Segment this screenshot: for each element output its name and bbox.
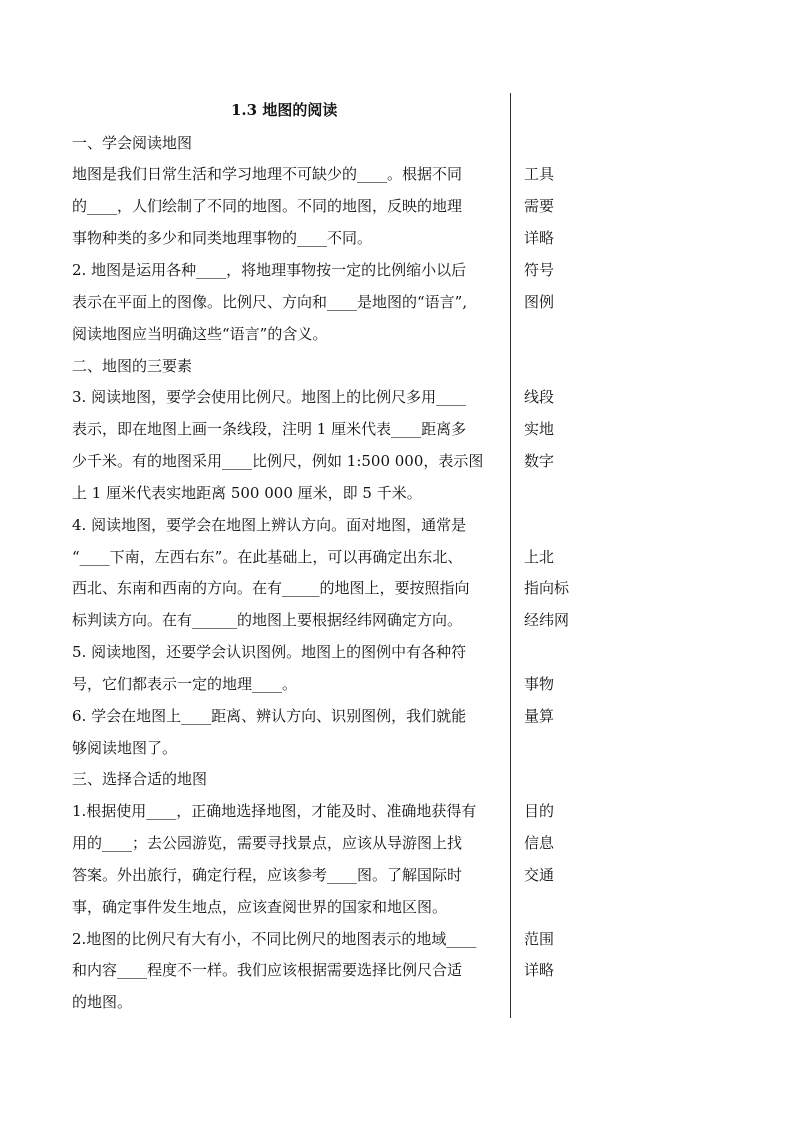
text-line-13: “____下南，左西右东”。在此基础上，可以再确定出东北、 xyxy=(72,548,463,566)
answer-jiaotong: 交通 xyxy=(524,866,555,884)
text-line-8: 3. 阅读地图，要学会使用比例尺。地图上的比例尺多用____ xyxy=(72,388,467,406)
title-row xyxy=(0,99,794,123)
text-line-12: 4. 阅读地图，要学会在地图上辨认方向。面对地图，通常是 xyxy=(72,516,467,534)
text-line-15: 标判读方向。在有______的地图上要根据经纬网确定方向。 xyxy=(72,611,463,629)
text-line-26: 和内容____程度不一样。我们应该根据需要选择比例尺合适 xyxy=(72,961,463,979)
answer-gongju: 工具 xyxy=(524,165,555,183)
text-line-22: 用的____；去公园游览，需要寻找景点，应该从导游图上找 xyxy=(72,834,463,852)
text-line-23: 答案。外出旅行，确定行程，应该参考____图。了解国际时 xyxy=(72,866,463,884)
answer-shiwu: 事物 xyxy=(524,675,555,693)
section-heading-2: 二、地图的三要素 xyxy=(72,357,193,375)
section-heading-1: 一、学会阅读地图 xyxy=(72,134,193,152)
answer-shidi: 实地 xyxy=(524,420,555,438)
text-line-4: 2. 地图是运用各种____，将地理事物按一定的比例缩小以后 xyxy=(72,261,467,279)
text-line-2: 的____，人们绘制了不同的地图。不同的地图，反映的地理 xyxy=(72,197,463,215)
text-line-10: 少千米。有的地图采用____比例尺，例如 1:500 000，表示图 xyxy=(72,452,484,470)
text-line-14: 西北、东南和西南的方向。在有_____的地图上，要按照指向 xyxy=(72,579,470,597)
text-line-6: 阅读地图应当明确这些“语言”的含义。 xyxy=(72,325,328,343)
answer-shangbei: 上北 xyxy=(524,548,555,566)
text-line-9: 表示，即在地图上画一条线段，注明 1 厘米代表____距离多 xyxy=(72,420,467,438)
text-line-18: 6. 学会在地图上____距离、辨认方向、识别图例，我们就能 xyxy=(72,707,467,725)
text-line-19: 够阅读地图了。 xyxy=(72,739,178,757)
answer-xinxi: 信息 xyxy=(524,834,555,852)
text-line-21: 1.根据使用____，正确地选择地图，才能及时、准确地获得有 xyxy=(72,802,477,820)
answer-zhixiangbiao: 指向标 xyxy=(524,579,570,597)
answer-jingweiwang: 经纬网 xyxy=(524,611,570,629)
text-line-17: 号，它们都表示一定的地理____。 xyxy=(72,675,298,693)
text-line-11: 上 1 厘米代表实地距离 500 000 厘米，即 5 千米。 xyxy=(72,484,422,502)
answer-mudi: 目的 xyxy=(524,802,555,820)
answer-fanwei: 范围 xyxy=(524,930,555,948)
text-line-27: 的地图。 xyxy=(72,993,133,1011)
page-title: 1.3 地图的阅读 xyxy=(231,101,338,119)
column-divider xyxy=(510,93,511,1018)
text-line-25: 2.地图的比例尺有大有小，不同比例尺的地图表示的地域____ xyxy=(72,930,477,948)
text-line-3: 事物种类的多少和同类地理事物的____不同。 xyxy=(72,229,373,247)
answer-fuhao: 符号 xyxy=(524,261,555,279)
answer-xianglue-2: 详略 xyxy=(524,961,555,979)
text-line-1: 地图是我们日常生活和学习地理不可缺少的____。根据不同 xyxy=(72,165,463,183)
answer-liangsuan: 量算 xyxy=(524,707,555,725)
text-line-24: 事，确定事件发生地点，应该查阅世界的国家和地区图。 xyxy=(72,898,448,916)
section-heading-3: 三、选择合适的地图 xyxy=(72,770,208,788)
answer-xianduan: 线段 xyxy=(524,388,555,406)
text-line-16: 5. 阅读地图，还要学会认识图例。地图上的图例中有各种符 xyxy=(72,643,467,661)
answer-shuzi: 数字 xyxy=(524,452,555,470)
text-line-5: 表示在平面上的图像。比例尺、方向和____是地图的“语言”, xyxy=(72,293,468,311)
answer-xianglue-1: 详略 xyxy=(524,229,555,247)
answer-tuli: 图例 xyxy=(524,293,555,311)
answer-xuyao: 需要 xyxy=(524,197,555,215)
